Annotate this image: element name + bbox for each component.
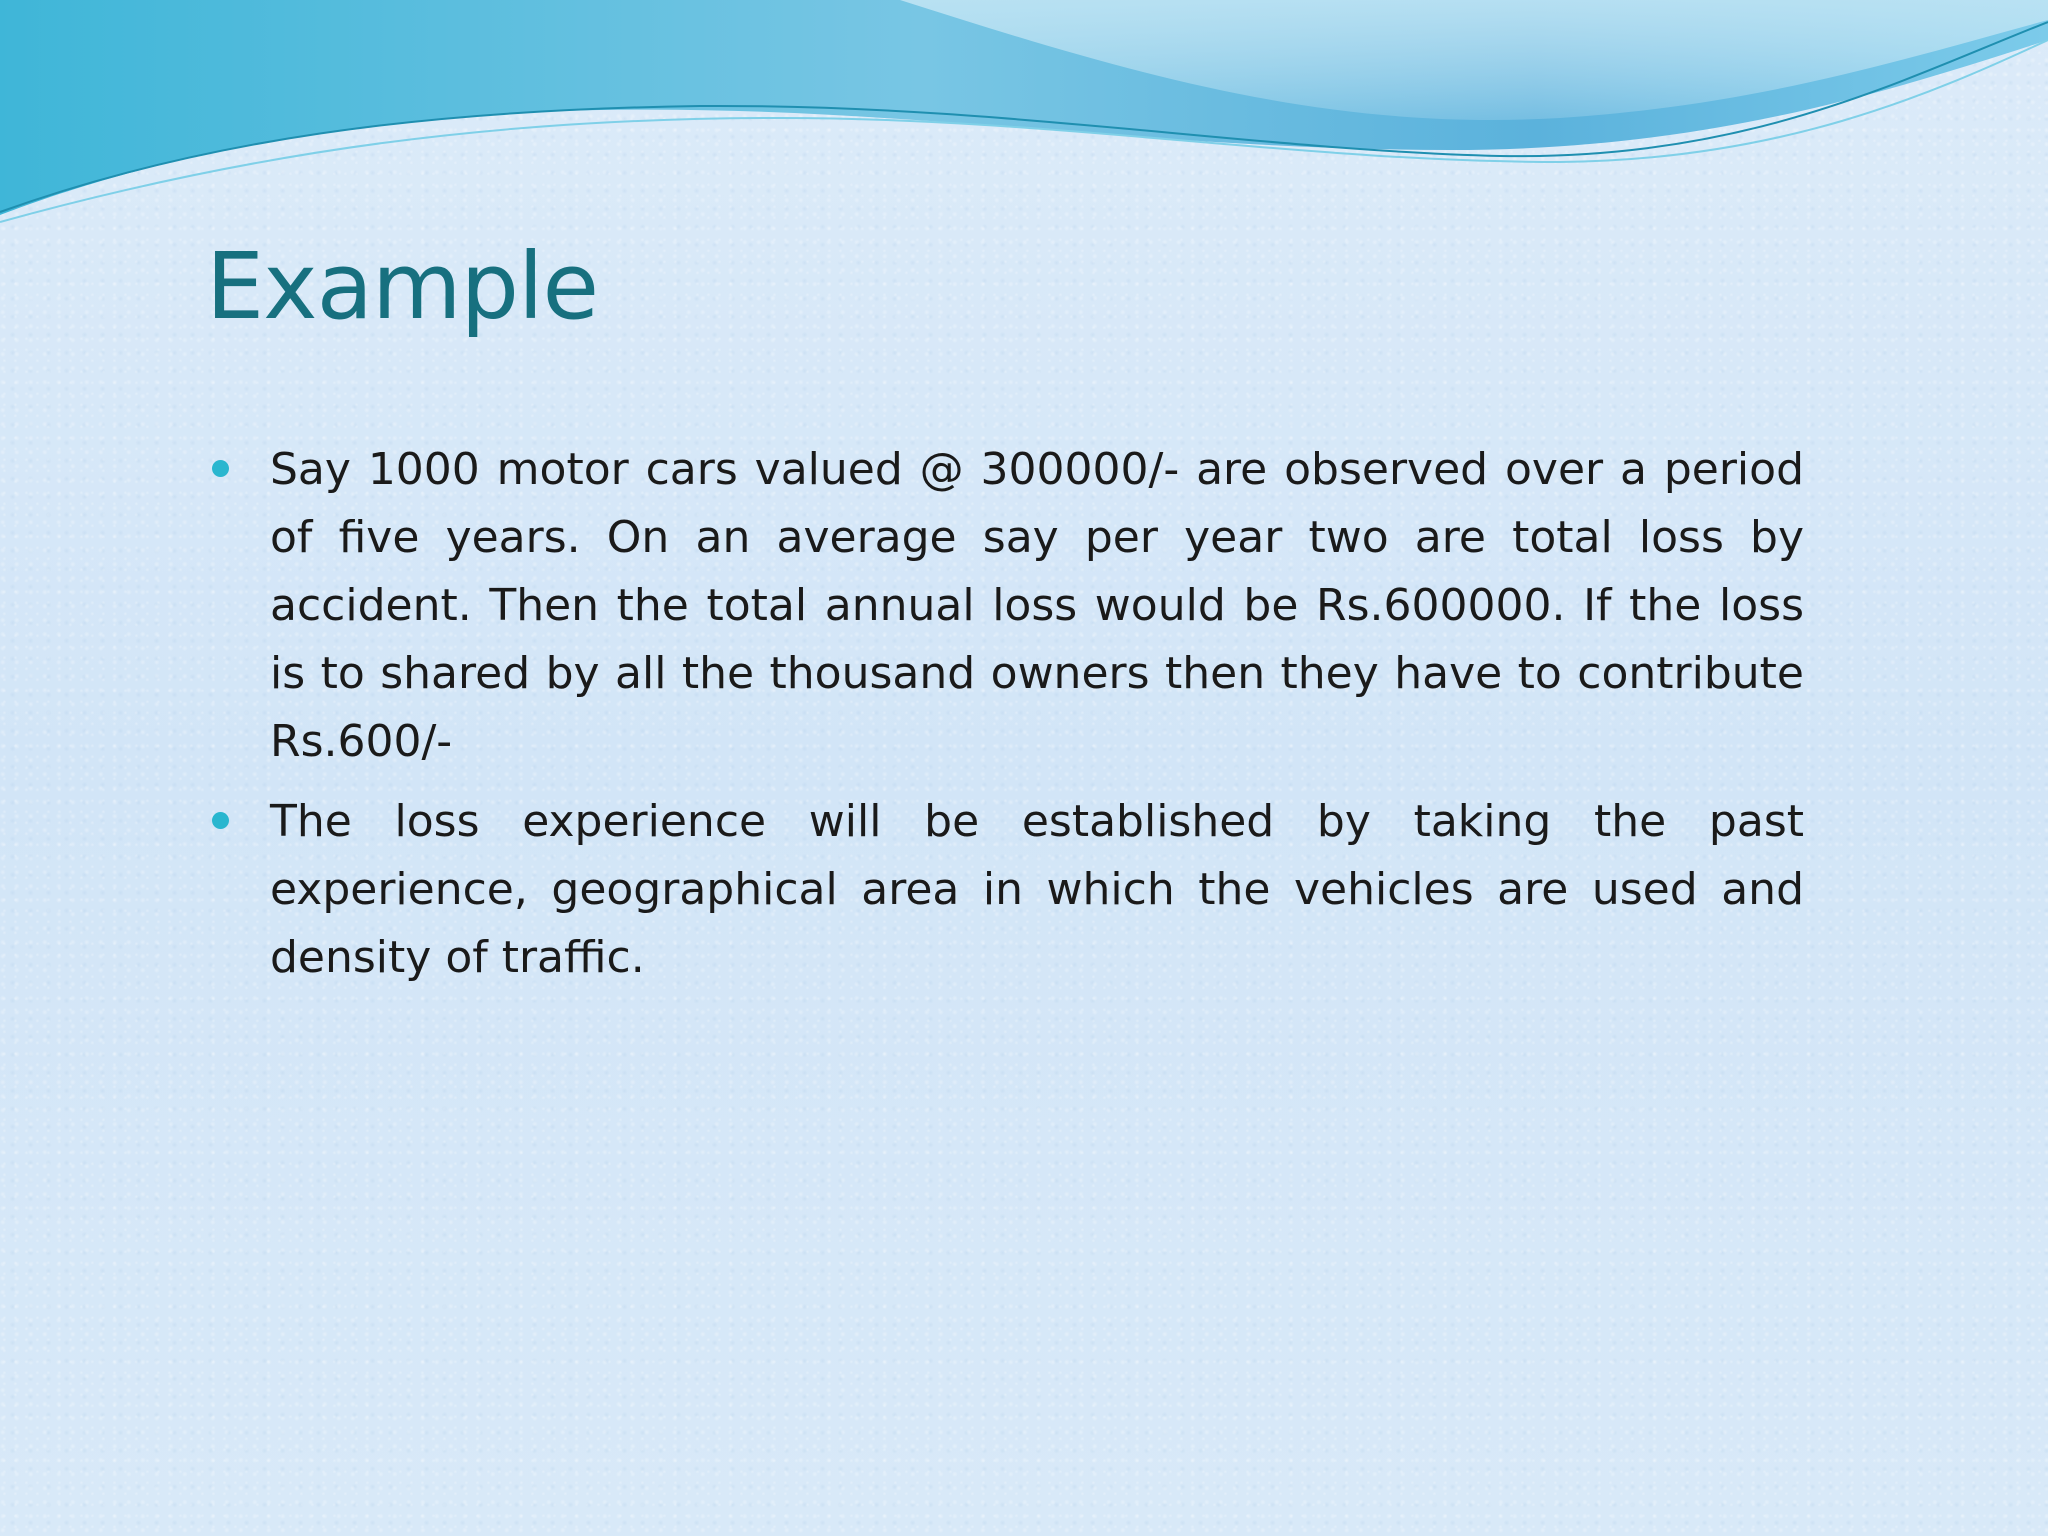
slide-title: Example bbox=[206, 233, 599, 340]
bullet-list bbox=[208, 436, 1804, 1004]
header-wave-decoration bbox=[0, 0, 2048, 240]
bullet-item bbox=[208, 788, 1804, 992]
bullet-dot-icon bbox=[212, 460, 229, 477]
bullet-item bbox=[208, 436, 1804, 776]
bullet-text: Say 1000 motor cars valued @ 300000/- are observed over a period of five years. On an average say per year two are total loss by accident. Then the total annual loss would be Rs.600000. If the loss is to shared by all the thousand owners then they have to contribute Rs.600/- bbox=[270, 444, 1804, 767]
bullet-text: The loss experience will be established by taking the past experience, geographical area in which the vehicles are used and density of traffic. bbox=[270, 796, 1804, 983]
bullet-dot-icon bbox=[212, 812, 229, 829]
